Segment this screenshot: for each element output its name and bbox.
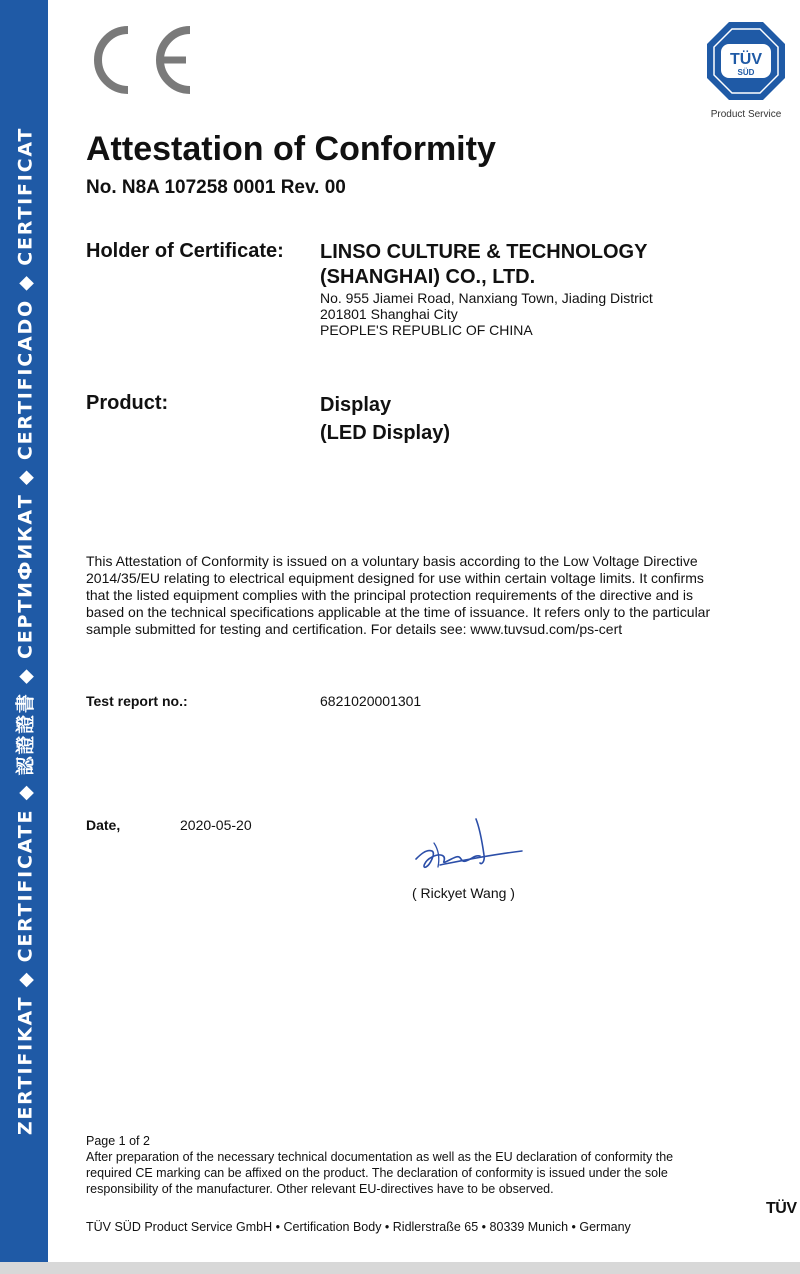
date-label: Date, [86,817,121,833]
tuv-sud-logo-icon [705,20,787,102]
statement-line: This Attestation of Conformity is issued on a voluntary basis according to the Low Voltage Directive [86,553,698,569]
page-title: Attestation of Conformity [86,130,496,168]
tuv-logo-sub: SÜD [737,68,755,77]
page-indicator: Page 1 of 2 [86,1134,150,1148]
footer-note-line: required CE marking can be affixed on the product. The declaration of conformity is issued under the sole [86,1166,668,1180]
certificate-side-band [0,0,48,1262]
product-label: Product: [86,392,169,414]
signatory-name: ( Rickyet Wang ) [412,885,515,901]
signature-icon [410,815,528,879]
footer-note-line: responsibility of the manufacturer. Other relevant EU-directives have to be observed. [86,1182,554,1196]
date-value: 2020-05-20 [180,817,252,833]
ce-mark-icon [82,20,198,100]
holder-name-line: LINSO CULTURE & TECHNOLOGY [320,241,648,263]
issuer-line: TÜV SÜD Product Service GmbH • Certification Body • Ridlerstraße 65 • 80339 Munich • Germany [86,1220,631,1234]
holder-address-line: PEOPLE'S REPUBLIC OF CHINA [320,322,533,338]
holder-label: Holder of Certificate: [86,240,284,262]
statement-line: 2014/35/EU relating to electrical equipment designed for use within certain voltage limits. It confirms [86,570,704,586]
tuv-corner-mark: TÜV [766,1200,797,1217]
test-report-label: Test report no.: [86,693,188,709]
holder-block [320,240,653,338]
holder-address-line: 201801 Shanghai City [320,306,458,322]
holder-name-line: (SHANGHAI) CO., LTD. [320,266,536,288]
side-band-text: ZERTIFIKAT ◆ CERTIFICATE ◆ 認證證書 ◆ СЕРТИФИКАТ ◆ CERTIFICADO ◆ CERTIFICAT [14,126,37,1136]
product-block [320,391,450,447]
certificate-number: No. N8A 107258 0001 Rev. 00 [86,177,346,198]
footer-note-line: After preparation of the necessary technical documentation as well as the EU declaration of conformity the [86,1150,674,1164]
holder-address-line: No. 955 Jiamei Road, Nanxiang Town, Jiading District [320,290,653,306]
page-bottom-strip [0,1262,800,1274]
test-report-value: 6821020001301 [320,693,422,709]
conformity-statement [86,553,776,638]
statement-line: sample submitted for testing and certification. For details see: www.tuvsud.com/ps-cert [86,621,623,637]
tuv-logo-brand: TÜV [730,51,762,68]
tuv-logo-tagline: Product Service [710,109,782,120]
statement-line: that the listed equipment complies with the principal protection requirements of the directive and is [86,587,693,603]
product-line: Display [320,394,392,416]
statement-line: based on the technical specifications applicable at the time of issuance. It refers only to the particular [86,604,711,620]
footer-notes [86,1133,776,1197]
product-line: (LED Display) [320,422,451,444]
